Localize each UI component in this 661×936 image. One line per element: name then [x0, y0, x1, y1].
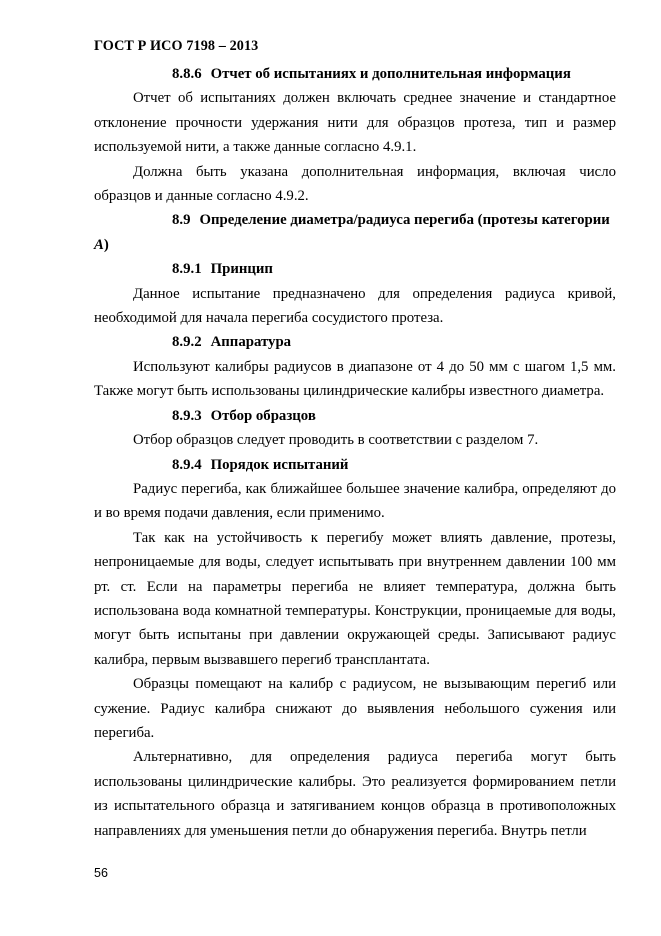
paragraph: Образцы помещают на калибр с радиусом, не вызывающим перегиб или сужение. Радиус калибра снижают до выявления небольшого сужения или перегиба.	[94, 676, 616, 741]
standard-header: ГОСТ Р ИСО 7198 – 2013	[94, 38, 259, 54]
section-heading-8-8-6	[94, 62, 616, 86]
section-number: 8.9.2	[172, 334, 202, 351]
section-heading-8-9-4	[94, 453, 616, 477]
paragraph: Отчет об испытаниях должен включать среднее значение и стандартное отклонение прочности удержания нити для образцов протеза, тип и размер используемой нити, а также данные согласно 4.9.1.	[94, 90, 616, 156]
paragraph: Используют калибры радиусов в диапазоне от 4 до 50 мм с шагом 1,5 мм. Также могут быть использованы цилиндрические калибры известного диаметра.	[94, 358, 616, 400]
section-number: 8.9	[172, 212, 191, 229]
section-title-italic: A	[94, 236, 104, 253]
paragraph: Данное испытание предназначено для определения радиуса кривой, необходимой для начала перегиба сосудистого протеза.	[94, 285, 616, 327]
section-title: Аппаратура	[210, 334, 292, 351]
section-number: 8.9.1	[172, 261, 202, 278]
section-title: Отбор образцов	[210, 407, 316, 424]
section-number: 8.9.3	[172, 407, 202, 424]
section-number: 8.8.6	[172, 66, 202, 82]
section-title-end: )	[103, 236, 109, 253]
section-heading-8-9	[94, 208, 616, 257]
section-heading-8-9-2	[94, 330, 616, 354]
paragraph: Так как на устойчивость к перегибу может влиять давление, протезы, непроницаемые для воды, следует испытывать при внутреннем давлении 100 мм рт. ст. Если на параметры перегиба не влияет температура, должна быть использована вода комнатной температуры. Конструкции, проницаемые для воды, могут быть испытаны при давлении окружающей среды. Записывают радиус калибра, первым вызвавшего перегиб трансплантата.	[94, 529, 616, 668]
section-heading-8-9-1	[94, 257, 616, 281]
section-heading-8-9-3	[94, 404, 616, 428]
section-number: 8.9.4	[172, 456, 202, 473]
paragraph: Альтернативно, для определения радиуса перегиба могут быть использованы цилиндрические калибры. Это реализуется формированием петли из испытательного образца и затягиванием концов образца в противоположных направлениях для уменьшения петли до обнаружения перегиба. Внутрь петли	[94, 749, 616, 839]
paragraph: Отбор образцов следует проводить в соответствии с разделом 7.	[133, 432, 539, 449]
section-title: Принцип	[210, 261, 273, 278]
page-number: 56	[94, 866, 108, 880]
paragraph: Радиус перегиба, как ближайшее большее значение калибра, определяют до и во время подачи давления, если применимо.	[94, 480, 616, 522]
paragraph: Должна быть указана дополнительная информация, включая число образцов и данные согласно 4.9.2.	[94, 163, 616, 205]
document-body	[94, 62, 616, 843]
section-title: Отчет об испытаниях и дополнительная информация	[210, 66, 571, 82]
section-title: Порядок испытаний	[210, 456, 349, 473]
section-title: Определение диаметра/радиуса перегиба (протезы категории	[199, 212, 610, 229]
